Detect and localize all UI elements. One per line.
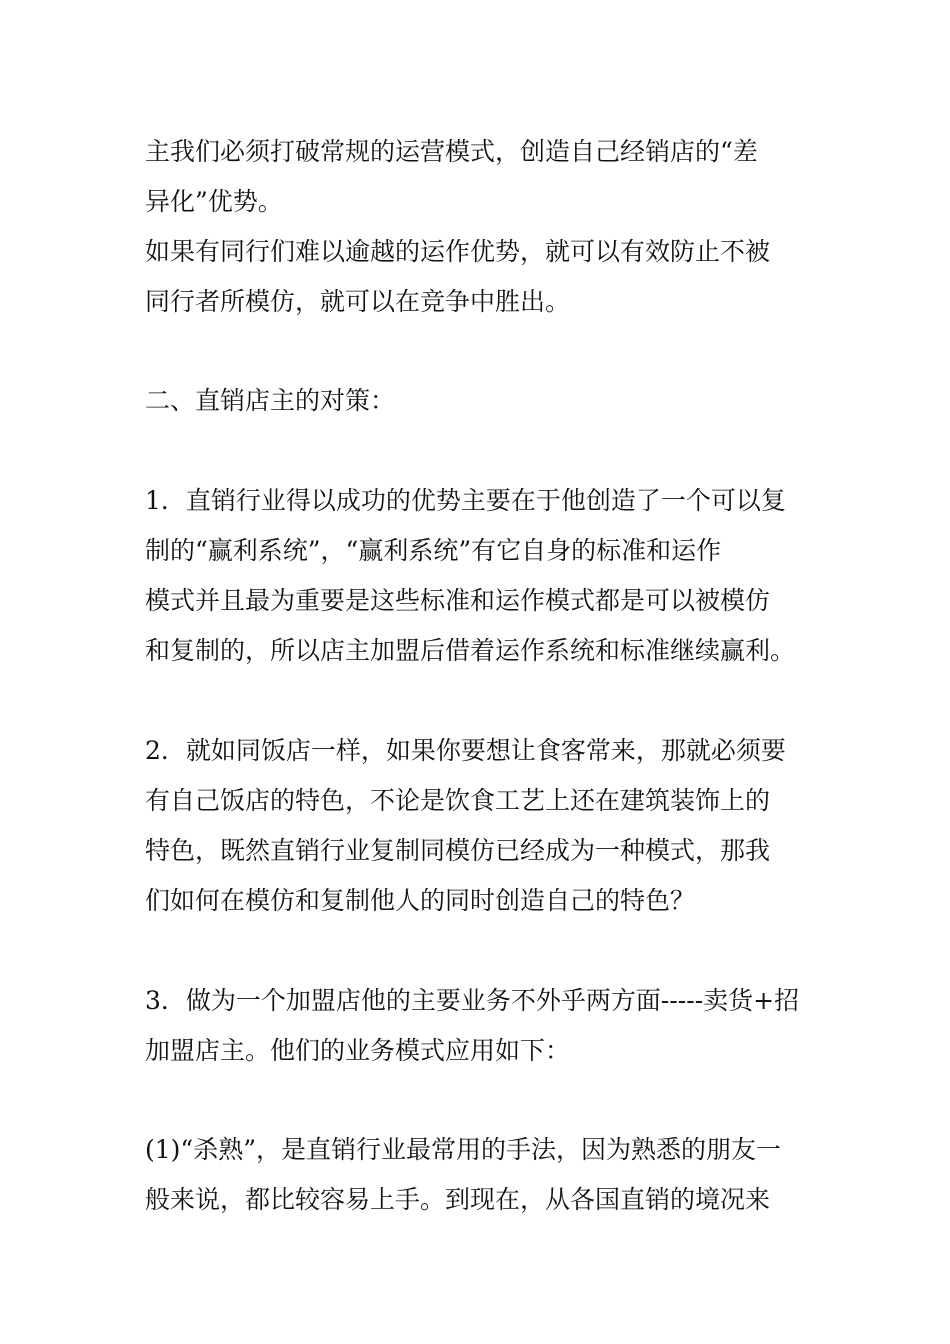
text-line: 们如何在模仿和复制他人的同时创造自己的特色？ [145,886,696,915]
text-line: 般来说，都比较容易上手。到现在，从各国直销的境况来 [145,1185,771,1214]
text-line: 主我们必须打破常规的运营模式，创造自己经销店的“差 [145,137,758,166]
text-line: 3．做为一个加盟店他的主要业务不外乎两方面-----卖货+招 [145,986,800,1015]
text-line: 1．直销行业得以成功的优势主要在于他创造了一个可以复 [145,486,786,515]
text-line: 有自己饭店的特色，不论是饮食工艺上还在建筑装饰上的 [145,786,771,815]
section-heading: 二、直销店主的对策： [145,386,396,415]
text-line: 2．就如同饭店一样，如果你要想让食客常来，那就必须要 [145,736,786,765]
text-line: 同行者所模仿，就可以在竞争中胜出。 [145,287,571,316]
text-line: 异化”优势。 [145,187,283,216]
text-line: 模式并且最为重要是这些标准和运作模式都是可以被模仿 [145,586,771,615]
text-line: 特色，既然直销行业复制同模仿已经成为一种模式，那我 [145,836,771,865]
text-line: (1)“杀熟”，是直销行业最常用的手法，因为熟悉的朋友一 [145,1135,781,1164]
text-line: 和复制的，所以店主加盟后借着运作系统和标准继续赢利。 [145,636,796,665]
text-line: 制的“赢利系统”，“赢利系统”有它自身的标准和运作 [145,536,722,565]
text-line: 加盟店主。他们的业务模式应用如下： [145,1036,571,1065]
text-line: 如果有同行们难以逾越的运作优势，就可以有效防止不被 [145,237,771,266]
